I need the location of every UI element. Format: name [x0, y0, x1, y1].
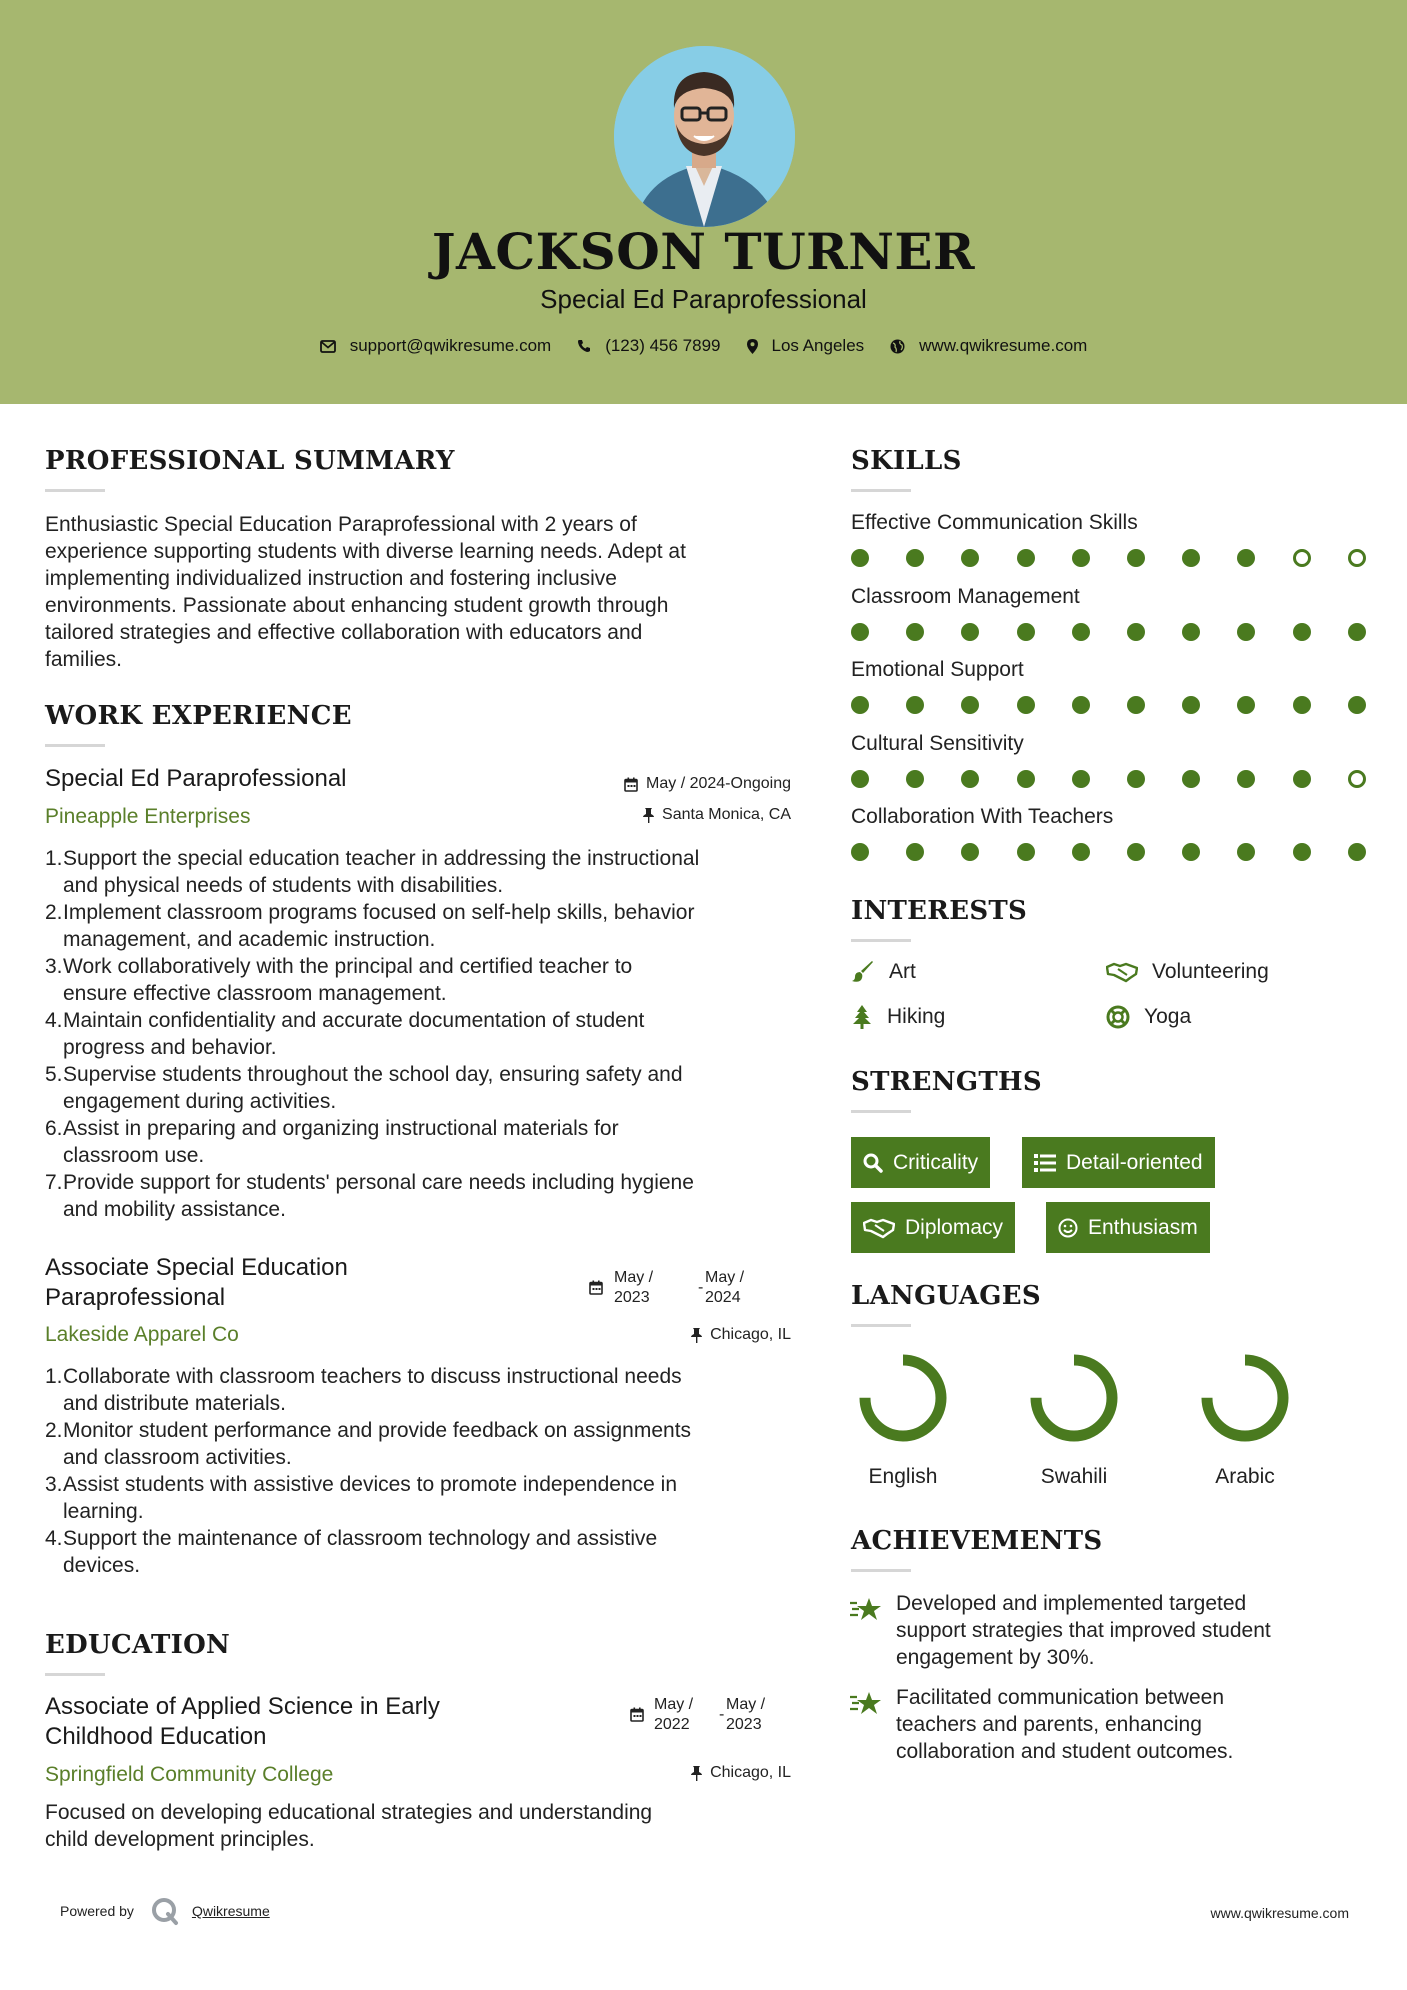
- list-item: 2. Implement classroom programs focused on self-help skills, behavior management, and academic instruction.: [45, 901, 695, 951]
- list-item: 1. Collaborate with classroom teachers to discuss instructional needs and distribute materials.: [45, 1365, 682, 1415]
- date-separator: -: [698, 1279, 704, 1296]
- map-pin-icon: [747, 339, 758, 354]
- star-award-icon: [849, 1691, 883, 1717]
- strength-criticality: [851, 1137, 990, 1188]
- skill-label: Collaboration With Teachers: [851, 805, 1114, 828]
- language-label: Arabic: [1215, 1465, 1275, 1488]
- phone-icon: [577, 339, 591, 353]
- interest-label: Yoga: [1144, 1005, 1192, 1028]
- interest-label: Hiking: [887, 1005, 946, 1028]
- skill-dot-filled: [1293, 843, 1311, 861]
- list-item: 5. Supervise students throughout the school day, ensuring safety and engagement during activities.: [45, 1063, 683, 1113]
- achievement-line: support strategies that improved student: [896, 1619, 1271, 1642]
- summary-heading: PROFESSIONAL SUMMARY: [45, 446, 455, 476]
- achievement-item: [896, 1590, 1336, 1671]
- language-level-arc: [865, 1360, 941, 1436]
- contact-location: [747, 336, 865, 356]
- pushpin-icon: [691, 1328, 702, 1343]
- section-divider: [851, 939, 911, 942]
- section-divider: [45, 744, 105, 747]
- languages-heading: LANGUAGES: [851, 1281, 1041, 1311]
- location-text: Los Angeles: [771, 336, 865, 355]
- skill-dot-filled: [1182, 549, 1200, 567]
- candidate-name: JACKSON TURNER: [431, 222, 976, 281]
- language-level-arc: [1207, 1360, 1283, 1436]
- job-duties-list: [45, 1363, 815, 1579]
- pushpin-icon: [691, 1766, 702, 1781]
- section-divider: [45, 1673, 105, 1676]
- list-item: 4. Support the maintenance of classroom technology and assistive devices.: [45, 1527, 658, 1577]
- degree-line: Childhood Education: [45, 1723, 267, 1750]
- skill-dot-filled: [1072, 549, 1090, 567]
- start-month: May /: [614, 1269, 654, 1286]
- list-item: 6. Assist in preparing and organizing instructional materials for classroom use.: [45, 1117, 619, 1167]
- company-name: Pineapple Enterprises: [45, 805, 251, 828]
- search-icon: [863, 1153, 883, 1173]
- start-date: [614, 1268, 653, 1308]
- job-title: [45, 1253, 348, 1313]
- skill-dot-filled: [1127, 623, 1145, 641]
- skill-dot-filled: [851, 549, 869, 567]
- section-divider: [851, 1324, 911, 1327]
- summary-line: families.: [45, 648, 123, 671]
- interest-label: Volunteering: [1152, 960, 1269, 983]
- skill-dot-filled: [851, 770, 869, 788]
- star-award-icon: [849, 1597, 883, 1623]
- school-name: Springfield Community College: [45, 1763, 334, 1786]
- list-item: 1. Support the special education teacher in addressing the instructional and physical needs of students with disabilities.: [45, 847, 700, 897]
- start-month: May /: [654, 1696, 694, 1713]
- summary-text: [45, 511, 805, 673]
- location-text: Chicago, IL: [710, 1764, 791, 1781]
- skills-heading: SKILLS: [851, 446, 962, 476]
- contact-website[interactable]: [890, 336, 1087, 356]
- skill-dot-filled: [1348, 623, 1366, 641]
- summary-line: Enthusiastic Special Education Paraprofessional with 2 years of: [45, 513, 637, 536]
- skill-dot-filled: [961, 549, 979, 567]
- interest-hiking: [851, 1005, 945, 1029]
- achievement-item: [896, 1684, 1336, 1765]
- description-line: Focused on developing educational strategies and understanding: [45, 1801, 653, 1824]
- contact-email[interactable]: [320, 336, 552, 356]
- job-title: Special Ed Paraprofessional: [45, 765, 347, 792]
- skill-dot-filled: [1293, 770, 1311, 788]
- location-text: Chicago, IL: [710, 1326, 791, 1343]
- footer-powered-by: [60, 1896, 270, 1926]
- candidate-title: Special Ed Paraprofessional: [540, 284, 867, 314]
- skill-dot-filled: [851, 843, 869, 861]
- skill-label: Emotional Support: [851, 658, 1024, 681]
- end-month: May /: [726, 1696, 766, 1713]
- end-year: 2024: [705, 1289, 741, 1306]
- skill-dot-filled: [1293, 623, 1311, 641]
- tree-icon: [851, 1005, 873, 1029]
- achievement-line: collaboration and student outcomes.: [896, 1740, 1234, 1763]
- section-divider: [851, 1569, 911, 1572]
- strength-detail-oriented: [1022, 1137, 1215, 1188]
- skill-dot-filled: [1017, 623, 1035, 641]
- achievement-line: teachers and parents, enhancing: [896, 1713, 1202, 1736]
- summary-line: experience supporting students with diverse learning needs. Adept at: [45, 540, 686, 563]
- skill-dot-empty: [1348, 549, 1366, 567]
- section-divider: [851, 489, 911, 492]
- education-description: [45, 1799, 815, 1853]
- calendar-icon: [589, 1280, 603, 1295]
- end-year: 2023: [726, 1716, 762, 1733]
- summary-line: implementing individualized instruction and fostering inclusive: [45, 567, 617, 590]
- list-item: 3. Assist students with assistive devices to promote independence in learning.: [45, 1473, 677, 1523]
- job-duties-list: [45, 845, 815, 1223]
- skill-dot-filled: [1182, 770, 1200, 788]
- skill-dot-filled: [1017, 696, 1035, 714]
- skill-dot-empty: [1293, 549, 1311, 567]
- language-progress-ring: [1028, 1352, 1120, 1444]
- skill-dot-filled: [1293, 696, 1311, 714]
- powered-by-text: Powered by: [60, 1903, 134, 1919]
- skill-label: Cultural Sensitivity: [851, 731, 1024, 755]
- job-dates: [624, 775, 791, 793]
- date-separator: -: [719, 1706, 725, 1723]
- start-year: 2023: [614, 1289, 650, 1306]
- handshake-icon: [1106, 961, 1138, 983]
- skill-dot-filled: [1237, 843, 1255, 861]
- skill-dot-filled: [1237, 770, 1255, 788]
- skill-dot-filled: [1237, 623, 1255, 641]
- skill-dot-filled: [1127, 549, 1145, 567]
- start-year: 2022: [654, 1716, 690, 1733]
- envelope-icon: [320, 340, 336, 353]
- end-date: [705, 1268, 744, 1308]
- skill-dot-filled: [1072, 623, 1090, 641]
- company-name: Lakeside Apparel Co: [45, 1323, 239, 1346]
- strengths-heading: STRENGTHS: [851, 1067, 1042, 1097]
- skill-label: Effective Communication Skills: [851, 511, 1138, 534]
- interest-volunteering: [1106, 960, 1269, 984]
- skill-dot-filled: [1072, 696, 1090, 714]
- language-level-arc: [1036, 1360, 1112, 1436]
- skill-dot-filled: [961, 843, 979, 861]
- skill-dot-filled: [906, 770, 924, 788]
- education-heading: EDUCATION: [45, 1630, 231, 1660]
- profile-photo: [614, 46, 795, 227]
- degree-line: Associate of Applied Science in Early: [45, 1693, 440, 1720]
- strength-enthusiasm: [1046, 1202, 1210, 1253]
- skill-dot-filled: [1127, 696, 1145, 714]
- paintbrush-icon: [851, 960, 875, 984]
- skill-dot-filled: [961, 770, 979, 788]
- school-location: [691, 1764, 791, 1782]
- skill-dot-filled: [906, 843, 924, 861]
- job-location: [691, 1326, 791, 1344]
- skill-dot-filled: [1182, 696, 1200, 714]
- globe-icon: [890, 339, 905, 354]
- skill-dot-filled: [906, 549, 924, 567]
- skill-dot-filled: [1072, 770, 1090, 788]
- strength-diplomacy: [851, 1202, 1015, 1253]
- skill-dot-filled: [1127, 770, 1145, 788]
- brand-link[interactable]: Qwikresume: [191, 1903, 270, 1919]
- skill-dot-filled: [851, 696, 869, 714]
- achievement-line: Developed and implemented targeted: [896, 1592, 1247, 1615]
- list-item: 4. Maintain confidentiality and accurate documentation of student progress and behavior.: [45, 1009, 645, 1059]
- list-icon: [1034, 1154, 1056, 1172]
- section-divider: [45, 489, 105, 492]
- end-date: [726, 1695, 765, 1735]
- skill-dot-filled: [1017, 843, 1035, 861]
- achievements-heading: ACHIEVEMENTS: [851, 1526, 1103, 1556]
- pushpin-icon: [643, 808, 654, 823]
- achievement-line: engagement by 30%.: [896, 1646, 1095, 1669]
- job-title-line: Associate Special Education: [45, 1254, 348, 1281]
- end-month: May /: [705, 1269, 745, 1286]
- email-text: support@qwikresume.com: [349, 336, 552, 355]
- start-date: [654, 1695, 693, 1735]
- skill-dot-filled: [1072, 843, 1090, 861]
- strength-label: Detail-oriented: [1066, 1150, 1203, 1174]
- list-item: 3. Work collaboratively with the principal and certified teacher to ensure effective classroom management.: [45, 955, 633, 1005]
- interest-label: Art: [889, 960, 916, 983]
- skill-dot-filled: [1017, 770, 1035, 788]
- achievement-line: Facilitated communication between: [896, 1686, 1225, 1709]
- phone-text: (123) 456 7899: [605, 336, 721, 355]
- summary-line: environments. Passionate about enhancing student growth through: [45, 594, 669, 617]
- skill-dot-filled: [851, 623, 869, 641]
- strength-label: Criticality: [893, 1150, 979, 1174]
- language-progress-ring: [1199, 1352, 1291, 1444]
- skill-dot-filled: [1348, 843, 1366, 861]
- skill-dot-filled: [1237, 696, 1255, 714]
- job-title-line: Paraprofessional: [45, 1284, 226, 1311]
- calendar-icon: [624, 777, 638, 792]
- lifering-icon: [1106, 1005, 1130, 1029]
- degree-title: [45, 1692, 440, 1752]
- contact-phone[interactable]: [577, 336, 720, 356]
- skill-label: Classroom Management: [851, 584, 1080, 608]
- job-location: [643, 806, 791, 824]
- smile-icon: [1058, 1218, 1078, 1238]
- contact-row: [0, 336, 1407, 356]
- interest-art: [851, 960, 916, 984]
- description-line: child development principles.: [45, 1828, 315, 1851]
- summary-line: tailored strategies and effective collaboration with educators and: [45, 621, 643, 644]
- skill-dot-filled: [1017, 549, 1035, 567]
- skill-dot-filled: [1182, 623, 1200, 641]
- handshake-icon: [863, 1217, 895, 1239]
- skill-dot-filled: [1127, 843, 1145, 861]
- dates-text: May / 2024-Ongoing: [646, 775, 791, 792]
- skill-dot-filled: [1182, 843, 1200, 861]
- skill-dot-filled: [1348, 696, 1366, 714]
- language-label: Swahili: [1040, 1465, 1108, 1488]
- section-divider: [851, 1110, 911, 1113]
- skill-dot-filled: [1237, 549, 1255, 567]
- skill-dot-filled: [961, 696, 979, 714]
- header-banner: [0, 0, 1407, 404]
- skill-dot-filled: [961, 623, 979, 641]
- experience-heading: WORK EXPERIENCE: [45, 701, 352, 731]
- strength-label: Enthusiasm: [1088, 1215, 1198, 1239]
- list-item: 7. Provide support for students' personal care needs including hygiene and mobility assistance.: [45, 1171, 694, 1221]
- skill-dot-filled: [906, 696, 924, 714]
- interests-heading: INTERESTS: [851, 896, 1028, 926]
- language-progress-ring: [857, 1352, 949, 1444]
- interest-yoga: [1106, 1005, 1191, 1029]
- language-label: English: [868, 1465, 938, 1488]
- qwikresume-logo-icon: [150, 1896, 180, 1926]
- footer-website[interactable]: www.qwikresume.com: [1210, 1905, 1349, 1921]
- skill-dot-empty: [1348, 770, 1366, 788]
- list-item: 2. Monitor student performance and provide feedback on assignments and classroom activities.: [45, 1419, 692, 1469]
- skill-dot-filled: [906, 623, 924, 641]
- website-text: www.qwikresume.com: [919, 336, 1088, 355]
- calendar-icon: [630, 1707, 644, 1722]
- location-text: Santa Monica, CA: [662, 806, 791, 823]
- strength-label: Diplomacy: [905, 1215, 1004, 1239]
